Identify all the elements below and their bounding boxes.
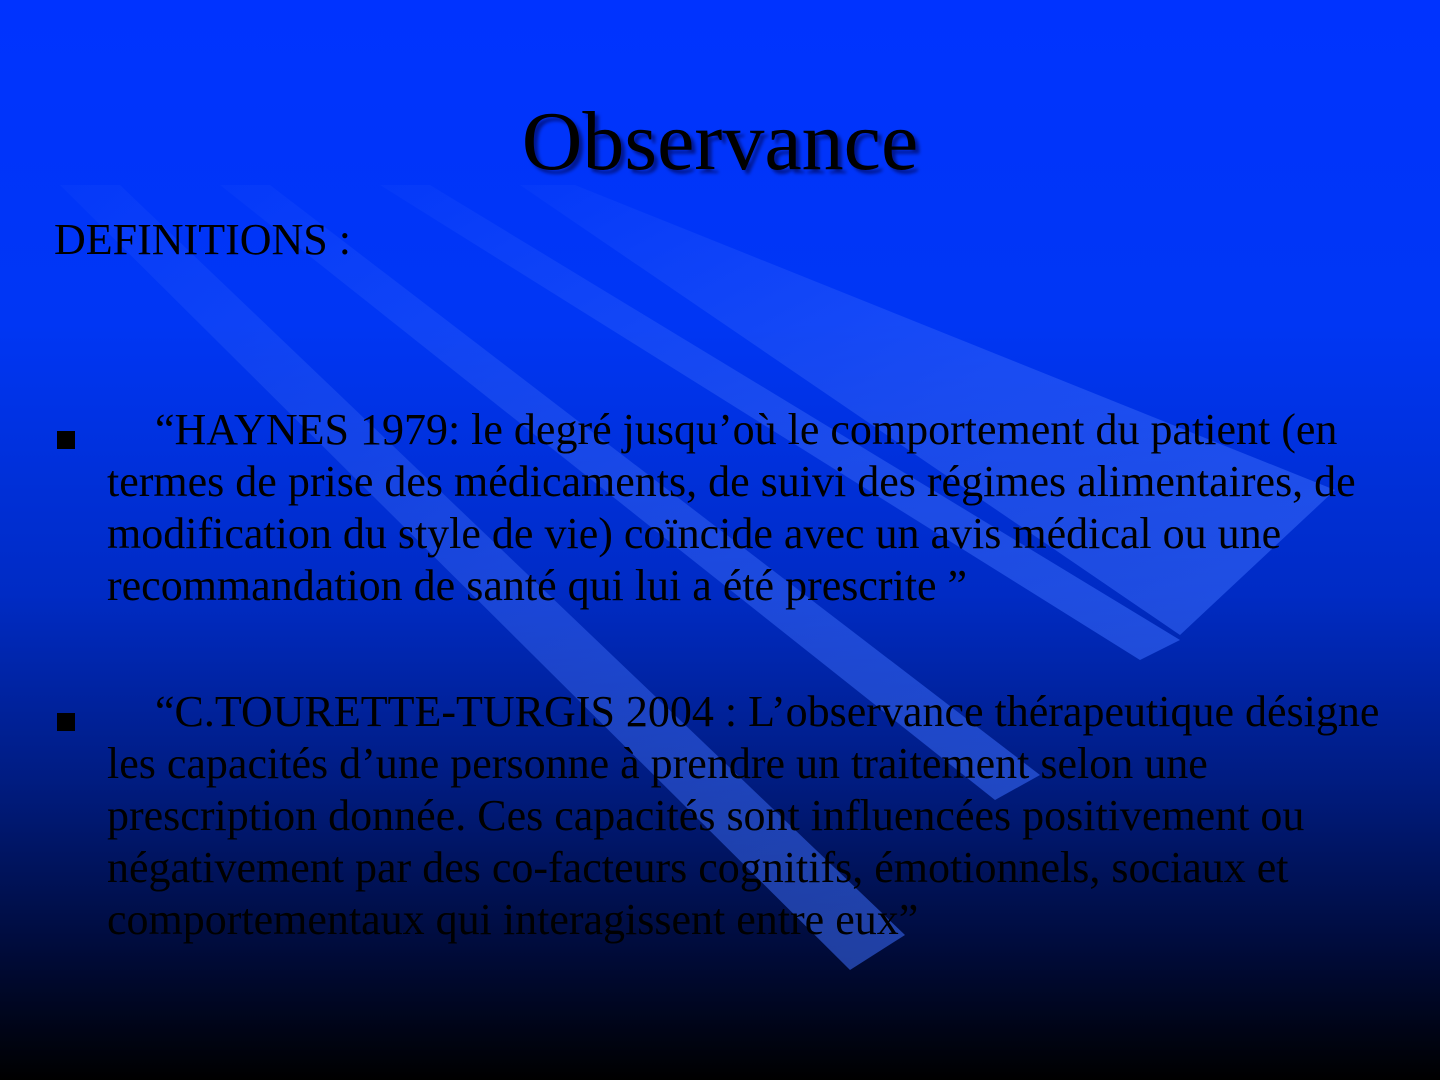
square-bullet-icon [57,431,75,449]
definitions-heading: DEFINITIONS : [54,215,351,264]
square-bullet-icon [57,713,75,731]
bullet-text-haynes: “HAYNES 1979: le degré jusqu’où le comportement du patient (en termes de prise des médicaments, de suivi des régimes alimentaires, de modification du style de vie) coïncide avec un avis médical ou une recommandation de santé qui lui a été prescrite ” [107,405,1356,610]
bullet-text-tourette-turgis: “C.TOURETTE-TURGIS 2004 : L’observance thérapeutique désigne les capacités d’une personne à prendre un traitement selon une prescription donnée. Ces capacités sont influencées positivement ou négativement par des co-facteurs cognitifs, émotionnels, sociaux et comportementaux qui interagissent entre eux” [107,687,1380,944]
slide-title: Observance [521,95,919,188]
